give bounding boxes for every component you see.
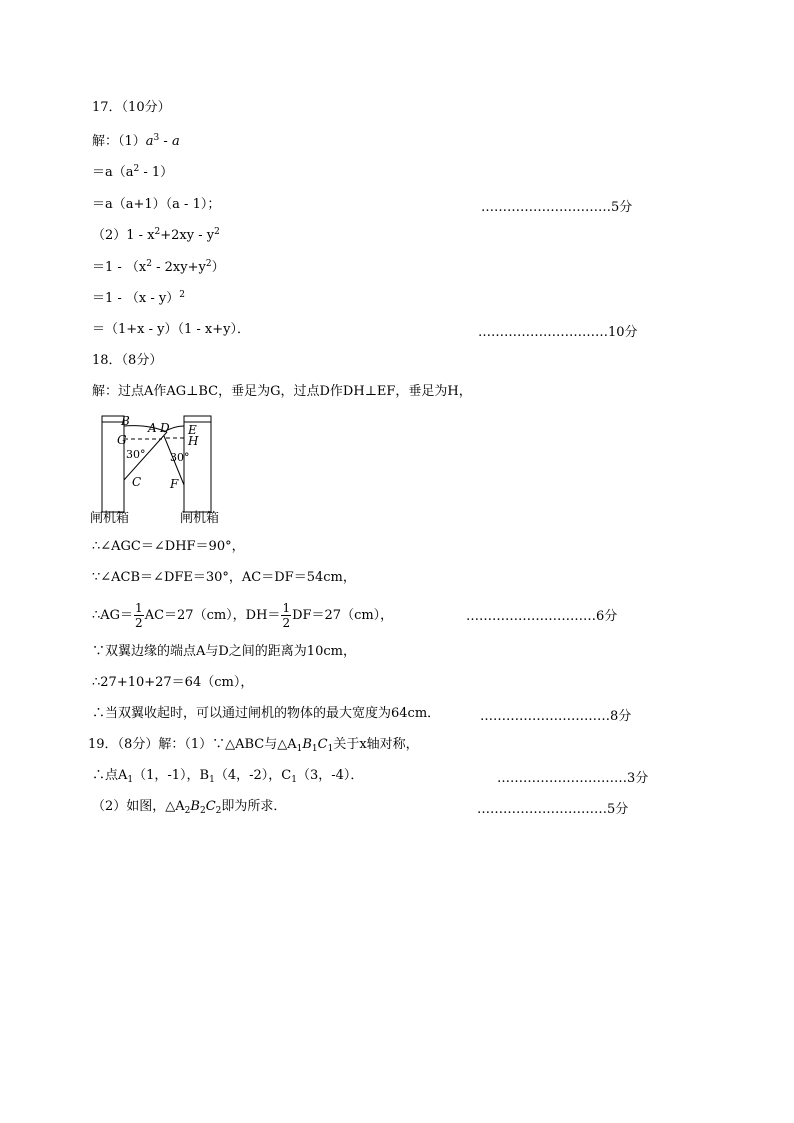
q17-step1-base: a (145, 134, 154, 149)
q17-step7: ＝（1+x - y）（1 - x+y）． (92, 322, 250, 337)
label-H: H (188, 434, 199, 448)
label-B: B (121, 414, 130, 428)
q19-step3-b: B (190, 799, 200, 814)
q17-step2-a: ＝a（a (92, 165, 134, 180)
q19-sub-c1: 1 (327, 744, 334, 754)
q19-step2-c: （4，-2），C (214, 768, 292, 783)
q19-step1-a: 19．（8分）解：（1）∵△ABC与△A (88, 737, 297, 752)
q17-step6-a: ＝1 - （x - y） (92, 291, 180, 306)
q17-step4 (92, 226, 220, 246)
q19-step2 (92, 766, 363, 786)
q18-step5: ∵双翼边缘的端点A与D之间的距离为10cm， (92, 644, 356, 659)
fraction-half-2 (281, 601, 291, 630)
q18-step4-b: AC＝27（cm），DH＝ (144, 608, 281, 623)
q17-step4-b: +2xy - y (160, 228, 215, 243)
q17-step2-b: - 1） (139, 165, 174, 180)
frac-den-2: 2 (282, 616, 291, 630)
label-angle-left: 30° (126, 448, 146, 461)
label-D: D (160, 421, 170, 435)
q17-step6-exp: 2 (179, 290, 185, 300)
q19-step3-sub-b: 2 (199, 806, 206, 816)
q17-step2-exp: 2 (133, 164, 140, 174)
q18-step6: ∴27+10+27＝64（cm）， (92, 675, 254, 690)
q17-score-2: …………………………10分 (478, 325, 638, 340)
q17-step3: ＝a（a+1）（a - 1）； (92, 197, 221, 212)
label-F: F (170, 477, 179, 491)
q18-step3: ∵∠ACB＝∠DFE＝30°，AC＝DF＝54cm， (92, 570, 356, 585)
q17-score-1: …………………………5分 (481, 200, 633, 215)
q19-step2-sub-c: 1 (291, 775, 297, 785)
q17-step5-exp2: 2 (205, 259, 212, 269)
q17-step1-prefix: 解：（1） (92, 134, 146, 149)
q17-step2 (92, 163, 173, 183)
label-E: E (188, 423, 197, 437)
caption-right-gate: 闸机箱 (180, 511, 220, 526)
q18-step1: 解：过点A作AG⊥BC，垂足为G，过点D作DH⊥EF，垂足为H， (92, 384, 472, 399)
q19-step2-sub-a: 1 (127, 775, 134, 785)
label-A: A (148, 421, 157, 435)
label-C: C (132, 475, 142, 489)
q17-step6 (92, 289, 185, 309)
q19-step2-b: （1，-1），B (133, 768, 210, 783)
q19-sub-b1: 1 (311, 744, 318, 754)
q17-step5 (92, 258, 225, 278)
q17-step5-c: ） (211, 260, 225, 275)
q19-step3-c: C (205, 799, 216, 814)
q18-header: 18．（8分） (92, 353, 163, 368)
q17-step1-exp: 3 (153, 133, 160, 143)
q19-step2-a: ∴点A (92, 768, 128, 783)
q19-step3-sub-c: 2 (215, 806, 222, 816)
q17-step5-b: - 2xy+y (152, 260, 206, 275)
q17-step1 (92, 132, 180, 152)
q18-score-1: …………………………6分 (466, 609, 618, 624)
q19-score-1: …………………………3分 (497, 771, 649, 786)
label-G: G (117, 433, 127, 447)
q19-step1 (88, 735, 419, 755)
q17-step4-exp1: 2 (154, 227, 161, 237)
q18-step2: ∴∠AGC＝∠DHF＝90°， (92, 539, 245, 554)
left-gate-box (102, 416, 124, 512)
label-angle-right: 30° (170, 451, 190, 464)
q19-step3-sub-a: 2 (184, 806, 191, 816)
q19-step2-sub-b: 1 (209, 775, 215, 785)
fraction-half-1 (134, 601, 144, 630)
q19-step3 (92, 797, 286, 817)
q19-step3-d: 即为所求． (221, 799, 287, 814)
q18-step4-a: ∴AG＝ (92, 608, 134, 623)
q17-step4-a: （2）1 - x (92, 228, 155, 243)
q19-score-2: …………………………5分 (477, 802, 629, 817)
q18-step4-c: DF＝27（cm）， (292, 608, 394, 623)
caption-left-gate: 闸机箱 (90, 511, 130, 526)
frac-den-1: 2 (135, 616, 143, 630)
q19-step3-a: （2）如图，△A (92, 799, 185, 814)
q19-sub-a1: 1 (296, 744, 303, 754)
q18-step7: ∴当双翼收起时，可以通过闸机的物体的最大宽度为64cm． (92, 706, 441, 721)
q19-step1-c: C (317, 737, 328, 752)
q17-header: 17．（10分） (92, 100, 171, 115)
q19-step2-d: （3，-4）． (296, 768, 364, 783)
q17-step5-exp1: 2 (146, 259, 152, 269)
frac-num-1: 1 (135, 601, 143, 615)
q17-step1-rest: - a (159, 134, 180, 149)
q18-step4 (92, 601, 393, 631)
frac-num-2: 1 (282, 601, 291, 615)
q18-score-2: …………………………8分 (480, 709, 632, 724)
q17-step4-exp2: 2 (214, 227, 220, 237)
q19-step1-b: B (302, 737, 312, 752)
q19-step1-d: 关于x轴对称， (333, 737, 419, 752)
q17-step5-a: ＝1 - （x (92, 260, 147, 275)
